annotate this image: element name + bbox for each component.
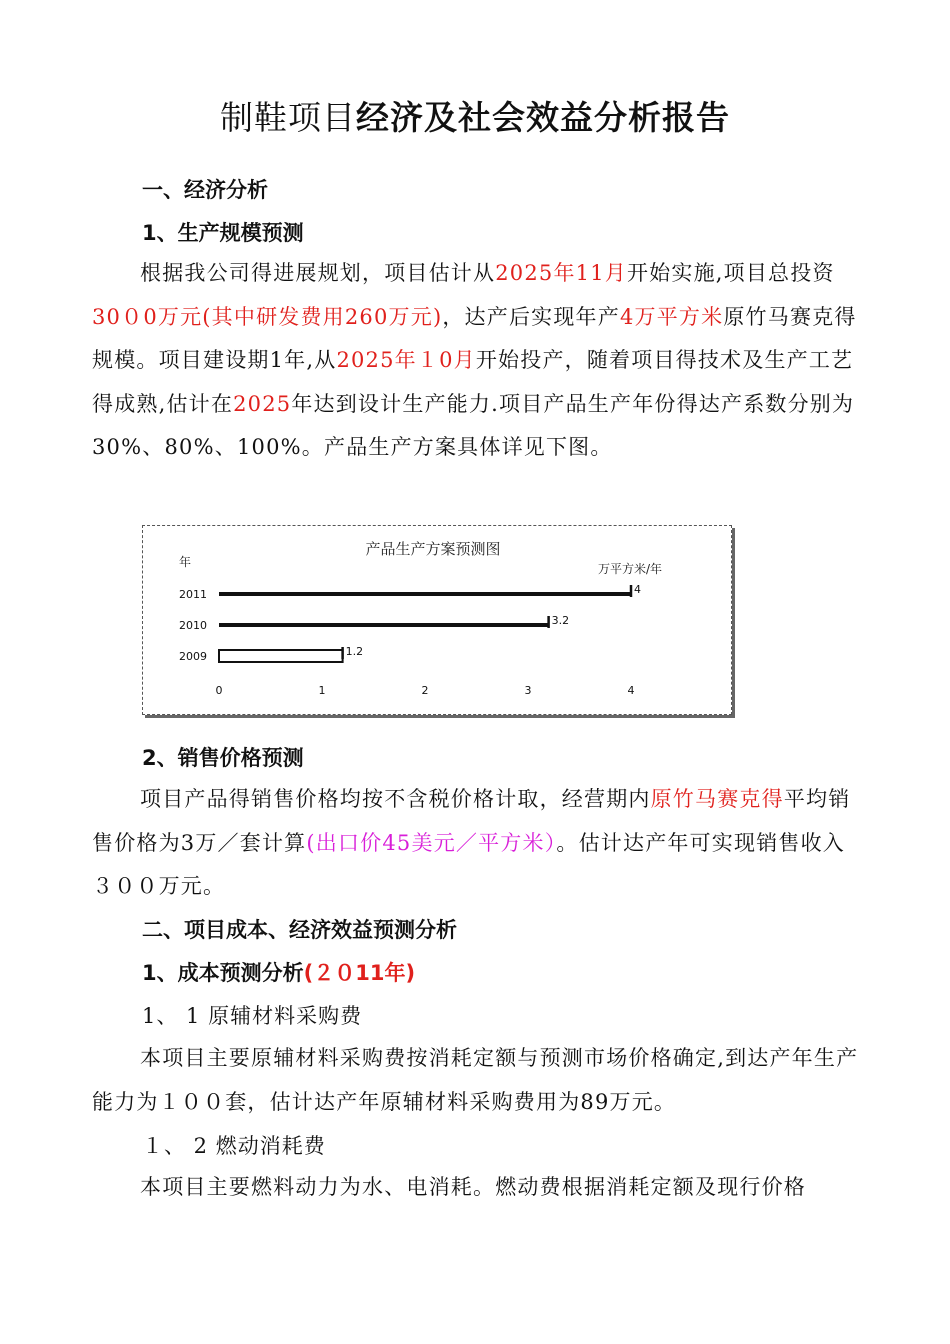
category-label: 2009: [179, 650, 207, 663]
bar: [219, 623, 549, 627]
x-tick-label: 4: [627, 684, 635, 697]
chart-svg: [143, 526, 731, 714]
production-scale-run: 2025年１0月: [336, 348, 476, 372]
production-scale-run: 4万平方米: [619, 304, 724, 329]
title-part-bold: 经济及社会效益分析报告: [356, 98, 730, 137]
section-2-heading: 二、项目成本、经济效益预测分析: [142, 918, 457, 942]
category-label: 2010: [179, 619, 207, 632]
production-scale-run: 开始实施,项目总投资: [626, 261, 835, 285]
category-label: 2011: [179, 588, 207, 601]
data-label: 1.2: [345, 645, 364, 658]
subsection-1-1-heading: 1、生产规模预测: [142, 221, 304, 245]
item-1-2-label: １、 2 燃动消耗费: [142, 1134, 326, 1158]
subsection-2-1-year: (２０11年): [303, 961, 416, 985]
production-scale-run: 开始投产，随着项目得技术及生产工艺得成熟,估计在: [92, 348, 854, 416]
sales-price-run: (出口价45美元／平方米）: [306, 830, 557, 855]
paragraph-energy-cost: [92, 1166, 862, 1210]
x-tick-label: 3: [524, 684, 532, 697]
production-scale-run: 年达到设计生产能力.项目产品生产年份得达产系数分别为30%、80%、100%。产品生产方案具体详见下图。: [92, 391, 855, 459]
paragraph-sales-price-text: [92, 787, 850, 898]
title-part-light: 制鞋项目: [220, 98, 356, 137]
x-tick-label: 1: [318, 684, 326, 697]
paragraph-energy-cost-text: 本项目主要燃料动力为水、电消耗。燃动费根据消耗定额及现行价格: [140, 1175, 806, 1199]
document-title: [0, 92, 950, 139]
chart-unit-label: 万平方米/年: [598, 562, 663, 576]
paragraph-raw-materials-text: 本项目主要原辅材料采购费按消耗定额与预测市场价格确定,到达产年生产能力为１００套，估计达产年原辅材料采购费用为89万元。: [92, 1046, 859, 1114]
sales-price-run: 原竹马赛克得: [650, 787, 784, 811]
paragraph-sales-price: [92, 778, 862, 909]
production-scale-run: ，达产后实现年产: [442, 304, 620, 329]
subsection-2-1-title: 1、成本预测分析: [142, 961, 304, 985]
chart-marks: [179, 583, 641, 697]
item-1-1-label: 1、 1 原辅材料采购费: [142, 1004, 363, 1028]
data-label: 3.2: [551, 614, 570, 627]
bar: [219, 650, 343, 662]
bar: [219, 592, 631, 596]
section-1-heading: 一、经济分析: [142, 178, 268, 202]
x-tick-label: 0: [215, 684, 223, 697]
paragraph-raw-materials: [92, 1037, 862, 1124]
production-scale-run: 2025年11月: [495, 261, 627, 285]
production-scale-run: 根据我公司得进展规划，项目估计从: [140, 261, 496, 285]
subsection-2-1-heading: [142, 957, 415, 987]
production-scale-run: 30０0万元(其中研发费用260万元): [92, 304, 443, 329]
subsection-1-2-heading: 2、销售价格预测: [142, 746, 304, 770]
data-label: 4: [634, 583, 641, 596]
sales-price-run: 。估计达产年可实现销售收入３００万元。: [92, 830, 845, 898]
chart-title: 产品生产方案预测图: [365, 540, 501, 558]
production-scale-run: 2025: [233, 391, 292, 416]
x-tick-label: 2: [421, 684, 429, 697]
production-scale-run: 原竹马赛克得规模。项目建设期1年,从: [92, 304, 857, 372]
sales-price-run: 项目产品得销售价格均按不含税价格计取，经营期内: [140, 787, 651, 811]
paragraph-production-scale-text: [92, 261, 857, 459]
production-forecast-chart: [142, 525, 732, 715]
sales-price-run: 平均销售价格为3万／套计算: [92, 787, 851, 855]
chart-y-axis-label: 年: [179, 555, 192, 569]
paragraph-production-scale: [92, 252, 862, 470]
